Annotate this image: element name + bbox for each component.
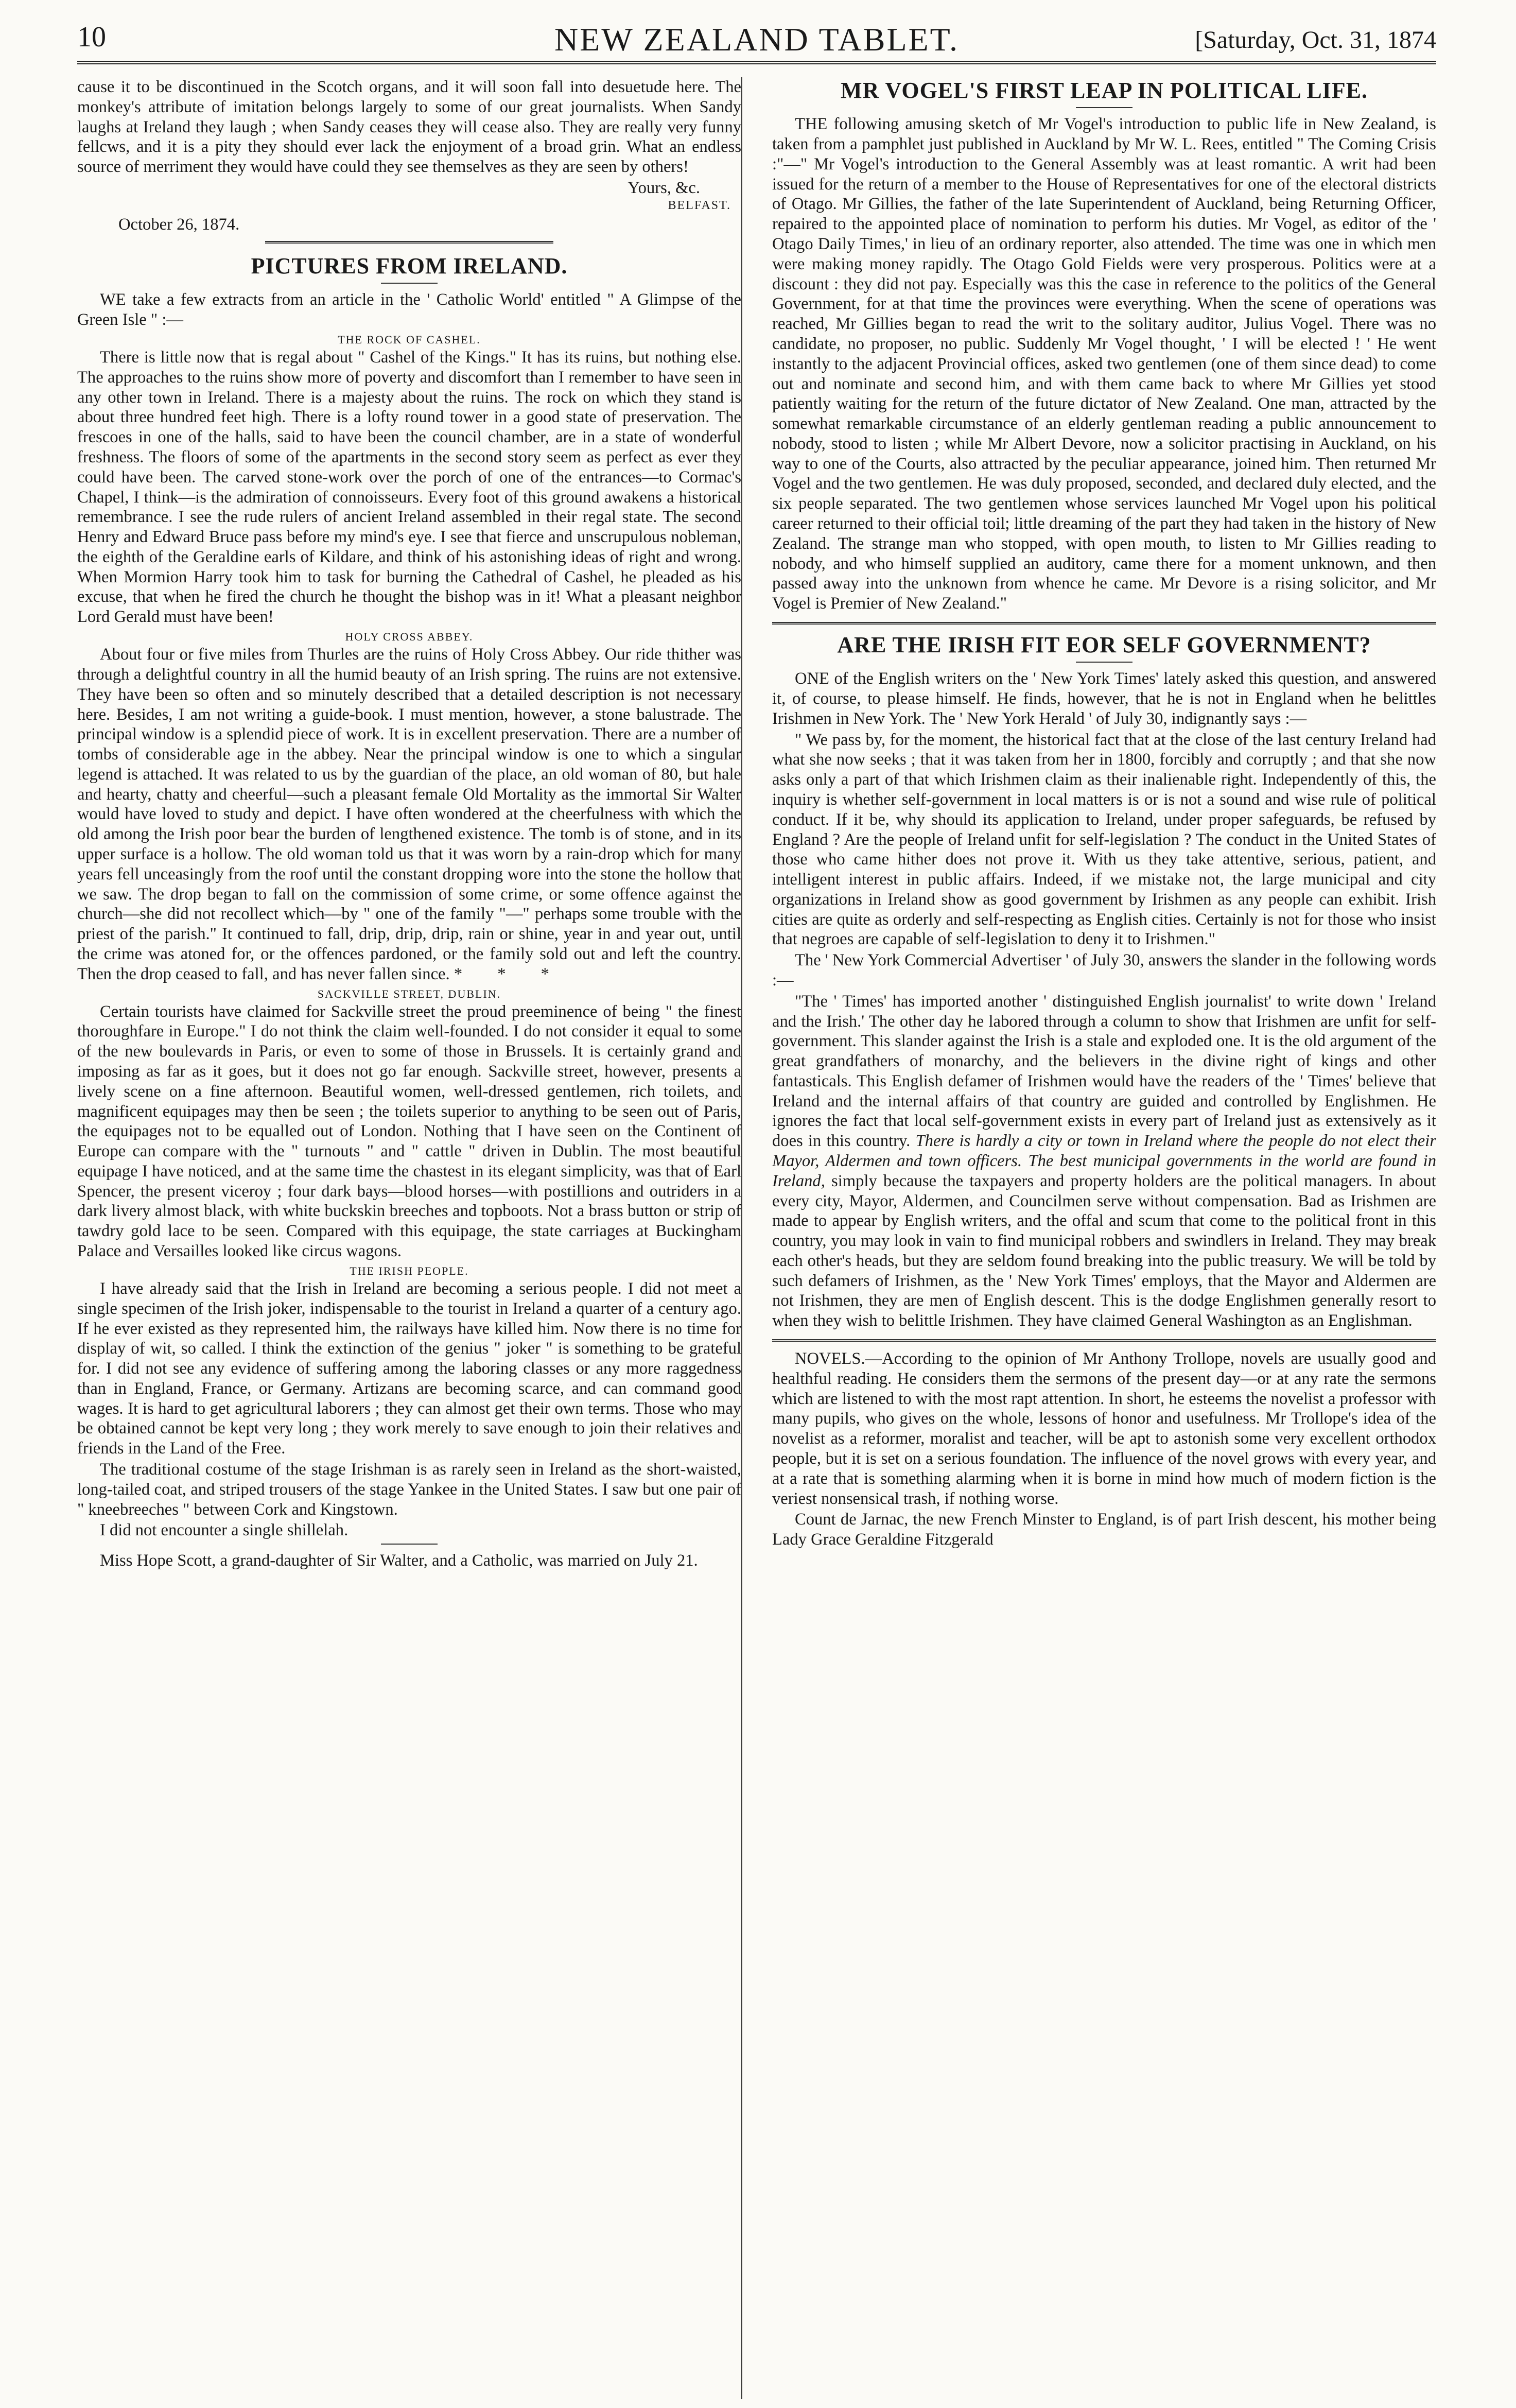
newspaper-title: NEW ZEALAND TABLET. — [554, 21, 959, 58]
paragraph-novels — [772, 1349, 1436, 1509]
section-divider — [265, 241, 553, 245]
title-underline — [1076, 107, 1132, 108]
title-underline — [1076, 662, 1132, 663]
letter-continued: cause it to be discontinued in the Scotch organs, and it will soon fall into desuetude here. The monkey's attribute of imitation belongs largely to some of our great journalists. When Sandy laughs at Ireland they laugh ; when Sandy ceases they will cease also. They are really very funny fellcws, and it is a pity they should ever lack the enjoyment of a broad grin. What an endless source of merriment they would have could they see themselves as they are seen by others! — [77, 78, 741, 177]
left-column — [77, 77, 741, 1572]
novels-lead: NOVELS. — [795, 1349, 865, 1368]
title-underline — [381, 283, 438, 284]
section-stars: * * * — [454, 964, 565, 983]
quote-part-a: "The ' Times' has imported another ' distinguished English journalist' to write down ' Ireland and the Irish.' The other day he labored through a column to show that Irishmen are unfit for self-government. This slander against the Irish is a stale and exploded one. It is the old argument of the great grandfathers of monarchy, and the believers in the divine right of kings and other fantasticals. This English defamer of Irishmen would have the readers of the ' Times' believe that Ireland and the internal affairs of that country are guided and controlled by Englishmen. He ignores the fact that local self-government exists in every part of Ireland just as extensively as it does in this country. — [772, 992, 1436, 1151]
issue-date: [Saturday, Oct. 31, 1874 — [1195, 26, 1436, 54]
quote-commercial-advertiser — [772, 992, 1436, 1331]
article-title-pictures: PICTURES FROM IRELAND. — [251, 253, 568, 279]
right-column — [772, 77, 1436, 1551]
quote-new-york-herald: " We pass by, for the moment, the historical fact that at the close of the last century Ireland had what she now seeks ; that it was taken from her in 1800, forcibly and corruptly ; and that she now asks only a part of that which Irishmen claim as their inalienable right. Independently of this, the inquiry is whether self-government in local matters is or is not a sound and wise rule of political conduct. If it be, why should its application to Ireland, under proper safeguards, be refused by England ? Are the people of Ireland unfit for self-legislation ? The conduct in the United States of those who came hither does not prove it. With us they take attentive, serious, patient, and intelligent interest in public affairs. Indeed, if we mistake not, the large municipal and city organizations in Ireland show as good government by Irishmen as any people can exhibit. Irish cities are quite as orderly and self-respecting as English cities. Certainly is not for those who insist that negroes are capable of self-legislation to deny it to Irishmen." — [772, 730, 1436, 949]
quote-part-b: simply because the taxpayers and property holders are the political managers. In about every city, Mayor, Aldermen, and Councilmen serve without compensation. Bad as Irishmen are made to appear by English writers, and the offal and scum that come to the political front in this country, you may look in vain to find municipal robbers and swindlers in Ireland. They may break each other's heads, but they are seldom found breaking into the public treasury. We will be told by such defamers of Irishmen, as the ' New York Times' employs, that the Mayor and Aldermen are not Irishmen, they are men of English descent. This is the dodge Englishmen generally resort to when they wish to belittle Irishmen. They have claimed General Washington as an Englishman. — [772, 1171, 1436, 1330]
news-item-jarnac: Count de Jarnac, the new French Minster to England, is of part Irish descent, his mother being Lady Grace Geraldine Fitzgerald — [772, 1510, 1436, 1549]
column-divider — [741, 77, 742, 2399]
abbey-text: About four or five miles from Thurles are the ruins of Holy Cross Abbey. Our ride thither was through a delightful country in all the humid beauty of an Irish spring. The ruins are not extensive. They have been so often and so minutely described that a detailed description is not necessary here. Besides, I am not writing a guide-book. I must mention, however, a stone balustrade. The principal window is a splendid piece of work. It is in excellent preservation. There are a number of tombs of considerable age in the abbey. Near the principal window is one to which a singular legend is attached. It was related to us by the guardian of the place, an old woman of 80, but hale and hearty, chatty and cheerful—such a pleasant female Old Mortality as the immortal Sir Walter would have loved to study and depict. I have often wondered at the cheerfulness with which the old among the Irish poor bear the burden of lengthened existence. The tomb is of stone, and in its upper surface is a hollow. The old woman told us that it was worn by a rain-drop which for many years fell unceasingly from the roof until the constant dropping wore into the stone the hollow that we saw. The drop began to fall on the commission of some crime, or some offence against the church—she did not recollect which—by " one of the family "—" perhaps some trouble with the priest of the parish." It continued to fall, drip, drip, drip, rain or shine, year in and year out, until the crime was atoned for, or the offences pardoned, or the family sold out and left the country. Then the drop ceased to fall, and has never fallen since. — [77, 645, 741, 983]
subhead-sackville-street: SACKVILLE STREET, DUBLIN. — [317, 987, 501, 1000]
novels-text: —According to the opinion of Mr Anthony Trollope, novels are usually good and healthful reading. He considers them the sermons of the present day—or at any rate the sermons which are listened to with the most rapt attention. In short, he esteems the novelist a professor with many pupils, who gives on the whole, lessons of honor and usefulness. Mr Trollope's idea of the novelist as a reformer, moralist and teacher, will be apt to astonish some very excellent orthodox people, but it is set on a serious foundation. The influence of the novel grows with every year, and at a rate that is something alarming when it is borne in mind how much of modern fiction is the veriest nonsensical trash, if nothing worse. — [772, 1349, 1436, 1508]
subhead-holy-cross-abbey: HOLY CROSS ABBEY. — [345, 630, 474, 644]
page-number: 10 — [77, 21, 106, 53]
paragraph-irish-people-3: I did not encounter a single shillelah. — [100, 1521, 348, 1540]
paragraph-irish-people-2: The traditional costume of the stage Irishman is as rarely seen in Ireland as the short-waisted, long-tailed coat, and striped trousers of the stage Yankee in the United States. I saw but one pair of " kneebreeches " between Cork and Kingstown. — [77, 1460, 741, 1519]
section-divider-short — [381, 1544, 438, 1545]
news-item-hope-scott: Miss Hope Scott, a grand-daughter of Sir Walter, and a Catholic, was married on July 21. — [100, 1551, 698, 1570]
paragraph-vogel: THE following amusing sketch of Mr Vogel's introduction to public life in New Zealand, is taken from a pamphlet just published in Auckland by Mr W. L. Rees, entitled " The Coming Crisis :"—" Mr Vogel's introduction to the General Assembly was at least romantic. A writ had been issued for the return of a member to the House of Representatives for one of the electoral districts of Otago. Mr Gillies, the father of the late Superintendent of Auckland, being Returning Officer, repaired to the appointed place of nomination to perform his duties. Mr Vogel, as editor of the ' Otago Daily Times,' in lieu of an ordinary reporter, also attended. The time was one in which men were making money rapidly. The Otago Gold Fields were very prosperous. Politics were at a discount : they did not pay. Especially was this the case in reference to the politics of the General Government, for at that time the provinces were everything. When the scene of operations was reached, Mr Gillies began to read the writ to the solitary auditor, Julius Vogel. There was no candidate, no proposer, no public. Suddenly Mr Vogel thought, ' I will be elected ! ' He went instantly to the adjacent Provincial offices, asked two gentlemen (one of them since dead) to come out and nominate and second him, and with them came back to where Mr Gillies yet stood patiently waiting for the return of the future dictator of New Zealand. One man, attracted by the somewhat remarkable circumstance of an elderly gentleman reading a public announcement to nobody, stood to listen ; while Mr Albert Devore, now a solicitor practising in Auckland, on his way to one of the Courts, also attracted by the peculiar appearance, joined him. Then returned Mr Vogel and the two gentlemen. He was duly proposed, seconded, and declared duly elected, and the six people separated. The two gentlemen whose services launched Mr Vogel upon his political career returned to their official toil; little dreaming of the part they had taken in the history of New Zealand. The strange man who stopped, with open mouth, to listen to Mr Gillies reading to nobody, and who himself supplied an auditory, came there for a moment unknown, and then passed away into the unknown from whence he came. Mr Devore is a rising solicitor, and Mr Vogel is Premier of New Zealand." — [772, 115, 1436, 613]
paragraph-irish-people-1: I have already said that the Irish in Ireland are becoming a serious people. I did not meet a single specimen of the Irish joker, indispensable to the tourist in Ireland a quarter of a century ago. If he ever existed as they represented him, the railways have killed him. Now there is no time for display of wit, so called. I think the extinction of the genius " joker " is something to be grateful for. I did not see any evidence of suffering among the laboring classes or any more raggedness than in England, France, or Germany. Artizans are becoming scarce, and can command good wages. It is hard to get agricultural laborers ; they can almost get their own terms. Those who may be obtained cannot be kept very long ; they work merely to save enough to join their relatives and friends in the Land of the Free. — [77, 1279, 741, 1458]
letter-date: October 26, 1874. — [118, 215, 240, 234]
letter-signoff: Yours, &c. — [628, 178, 700, 197]
paragraph-holy-cross-abbey — [77, 645, 741, 984]
letter-signer: BELFAST. — [668, 198, 731, 212]
section-divider — [772, 622, 1436, 626]
paragraph-irish-intro: ONE of the English writers on the ' New York Times' lately asked this question, and answered it, of course, to please himself. He finds, however, that he is not in England when he belittles Irishmen in New York. The ' New York Herald ' of July 30, indignantly says :— — [772, 669, 1436, 728]
masthead — [77, 21, 1436, 67]
section-divider — [772, 1339, 1436, 1343]
paragraph-rock-of-cashel: There is little now that is regal about " Cashel of the Kings." It has its ruins, but nothing else. The approaches to the ruins show more of poverty and discomfort than I remember to have seen in any other town in Ireland. There is a majesty about the ruins. The rock on which they stand is about three hundred feet high. There is a lofty round tower in a good state of preservation. The frescoes in one of the halls, said to have been the council chamber, are in a state of wonderful freshness. The floors of some of the apartments in the second story seem as perfect as ever they could have been. The carved stone-work over the porch of one of the entrances—to Cormac's Chapel, I think—is the admiration of connoisseurs. Every foot of this ground awakens a historical remembrance. I see the rude rulers of ancient Ireland assembled in their regal state. The second Henry and Edward Bruce pass before my mind's eye. I see that fierce and unscrupulous nobleman, the eighth of the Geraldine earls of Kildare, and think of his astonishing ideas of right and wrong. When Mormion Harry took him to task for burning the Cathedral of Cashel, he pleaded as his excuse, that when he fired the church he thought the bishop was in it! What a pleasant neighbor Lord Gerald must have been! — [77, 348, 741, 627]
article-title-vogel: MR VOGEL'S FIRST LEAP IN POLITICAL LIFE. — [840, 78, 1368, 103]
article-title-irish-self-government: ARE THE IRISH FIT EOR SELF GOVERNMENT? — [837, 632, 1371, 657]
paragraph-commercial-intro: The ' New York Commercial Advertiser ' of July 30, answers the slander in the following words :— — [772, 951, 1436, 990]
article-intro: WE take a few extracts from an article in the ' Catholic World' entitled " A Glimpse of the Green Isle " :— — [77, 290, 741, 330]
paragraph-sackville-street: Certain tourists have claimed for Sackville street the proud preeminence of being " the finest thoroughfare in Europe." I do not think the claim well-founded. I do not consider it equal to some of the new boulevards in Paris, or even to some of those in Brussels. It is certainly grand and imposing as far as it goes, but it does not go far enough. Sackville street, however, presents a lively scene on a fine afternoon. Beautiful women, well-dressed gentlemen, rich toilets, and magnificent equipages may then be seen ; the toilets superior to anything to be seen out of Paris, the equipages not to be equalled out of London. Nothing that I have seen on the Continent of Europe can compare with the " turnouts " and " cattle " driven in Dublin. The most beautiful equipage I have noticed, and at the same time the chastest in its elegant simplicity, was that of Earl Spencer, the present viceroy ; four dark bays—blood horses—with postillions and outriders in a dark livery almost black, with white buckskin breeches and topboots. Not a brass button or strip of tawdry gold lace to be seen. Compared with this equipage, the state carriages at Buckingham Palace and Versailles looked like circus wagons. — [77, 1002, 741, 1261]
masthead-rule — [77, 61, 1436, 65]
quote-italic: There is hardly a city or town in Ireland where the people do not elect their Mayor, Aldermen and town officers. The best municipal governments in the world are found in Ireland, — [772, 1132, 1436, 1190]
subhead-rock-of-cashel: THE ROCK OF CASHEL. — [338, 333, 481, 346]
subhead-irish-people: THE IRISH PEOPLE. — [350, 1264, 469, 1277]
